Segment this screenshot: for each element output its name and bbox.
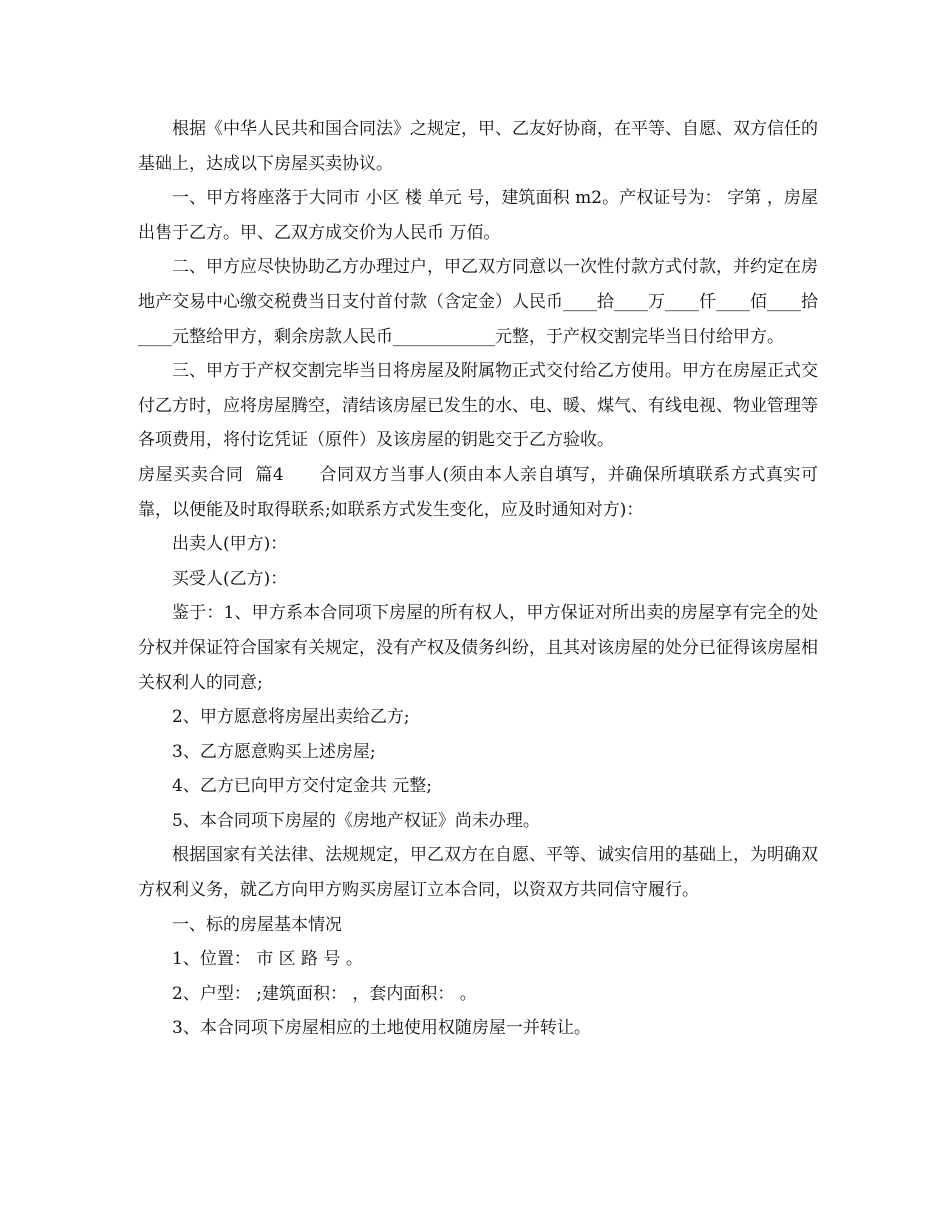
paragraph: 2、甲方愿意将房屋出卖给乙方; [172, 707, 410, 728]
paragraph: 二、甲方应尽快协助乙方办理过户，甲乙双方同意以一次性付款方式付款，并约定在房地产交易中心缴交税费当日支付首付款（含定金）人民币____拾____万____仟____佰____拾____元整给甲方，剩余房款人民币____________元整，于产权交割完毕当日付给甲方。 [138, 257, 818, 347]
paragraph: 鉴于：1、甲方系本合同项下房屋的所有权人，甲方保证对所出卖的房屋享有完全的处分权并保证符合国家有关规定，没有产权及债务纠纷，且其对该房屋的处分已征得该房屋相关权利人的同意; [138, 603, 818, 693]
paragraph: 5、本合同项下房屋的《房地产权证》尚未办理。 [172, 810, 540, 831]
paragraph: 2、户型： ;建筑面积： ，套内面积： 。 [172, 983, 477, 1004]
paragraph: 一、标的房屋基本情况 [172, 914, 342, 935]
paragraph: 买受人(乙方)： [172, 568, 288, 589]
document-page [138, 112, 818, 1046]
paragraph: 出卖人(甲方)： [172, 534, 288, 555]
paragraph: 4、乙方已向甲方交付定金共 元整; [172, 776, 432, 797]
paragraph: 三、甲方于产权交割完毕当日将房屋及附属物正式交付给乙方使用。甲方在房屋正式交付乙方时，应将房屋腾空，清结该房屋已发生的水、电、暖、煤气、有线电视、物业管理等各项费用，将付讫凭证（原件）及该房屋的钥匙交于乙方验收。 [138, 361, 818, 451]
paragraph: 1、位置： 市 区 路 号 。 [172, 949, 363, 970]
paragraph: 根据国家有关法律、法规规定，甲乙双方在自愿、平等、诚实信用的基础上，为明确双方权利义务，就乙方向甲方购买房屋订立本合同，以资双方共同信守履行。 [138, 845, 818, 901]
paragraph: 根据《中华人民共和国合同法》之规定，甲、乙友好协商，在平等、自愿、双方信任的基础上，达成以下房屋买卖协议。 [138, 119, 818, 174]
paragraph: 房屋买卖合同 篇4 合同双方当事人(须由本人亲自填写，并确保所填联系方式真实可靠，以便能及时取得联系;如联系方式发生变化，应及时通知对方)： [138, 464, 818, 520]
paragraph: 3、乙方愿意购买上述房屋; [172, 741, 376, 762]
paragraph: 3、本合同项下房屋相应的土地使用权随房屋一并转让。 [172, 1018, 591, 1039]
paragraph: 一、甲方将座落于大同市 小区 楼 单元 号，建筑面积 m2。产权证号为： 字第 ，房屋出售于乙方。甲、乙双方成交价为人民币 万佰。 [138, 188, 818, 243]
